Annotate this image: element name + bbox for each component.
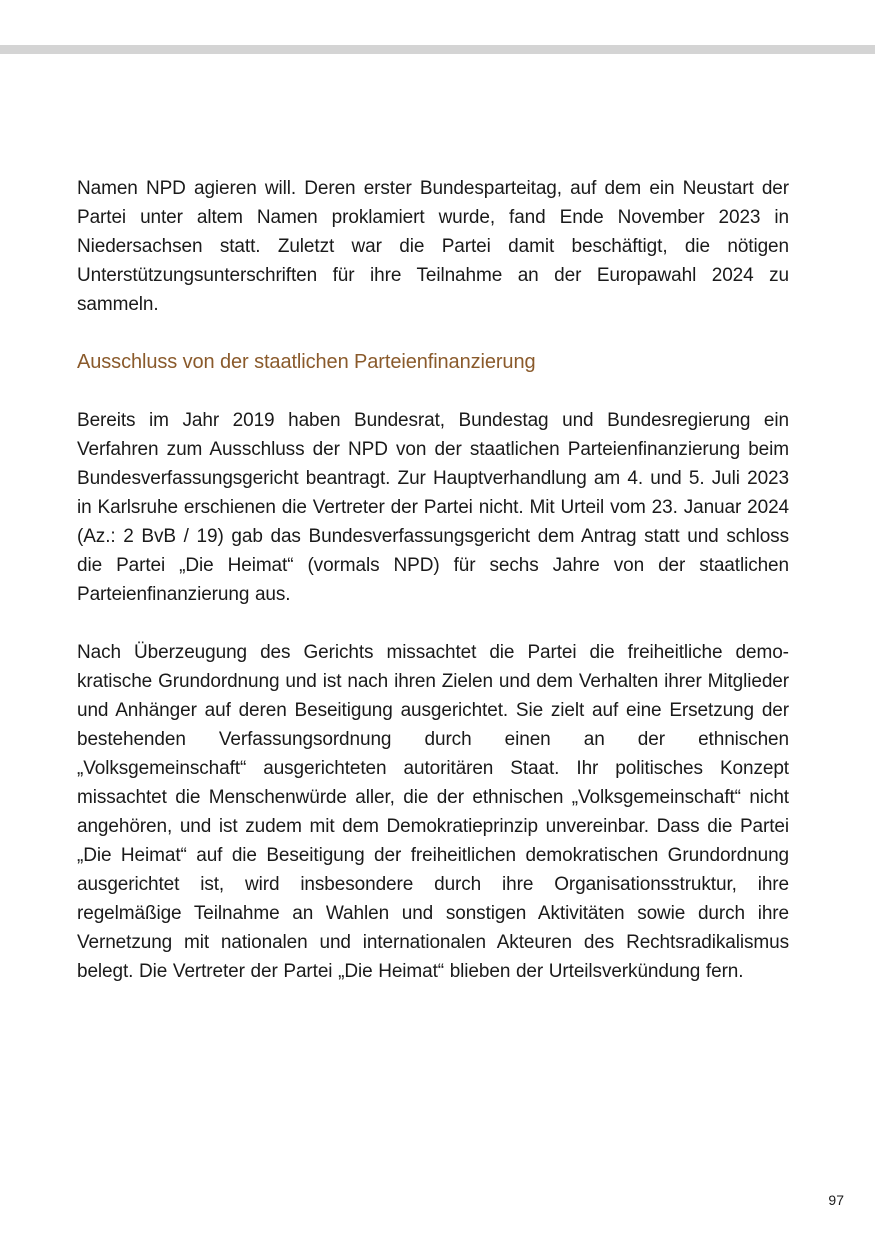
paragraph-gap <box>77 609 789 638</box>
paragraph-urteil: Nach Überzeugung des Gerichts missachtet die Partei die freiheitliche demokratische Grundordnung und ist nach ihren Zielen und dem Verhalten ihrer Mitglieder und Anhänger auf deren Beseitigung ausgerichtet. Sie zielt auf eine Ersetzung der bestehenden Verfassungsordnung durch einen an der ethnischen „Volksgemeinschaft“ ausgerichteten autoritären Staat. Ihr politisches Konzept missachtet die Menschenwürde aller, die der ethnischen „Volksgemeinschaft“ nicht angehören, und ist zudem mit dem Demokratieprinzip unvereinbar. Dass die Partei „Die Heimat“ auf die Beseitigung der freiheitlichen demokratischen Grundordnung ausgerichtet ist, wird insbesondere durch ihre Organisationsstruktur, ihre regelmäßige Teilnahme an Wahlen und sonstigen Aktivitäten sowie durch ihre Vernetzung mit nationalen und internationalen Akteuren des Rechtsradikalismus belegt. Die Vertreter der Partei „Die Heimat“ blieben der Urteilsverkündung fern. <box>77 642 789 982</box>
paragraph-intro: Namen NPD agieren will. Deren erster Bundesparteitag, auf dem ein Neustart der Partei unter altem Namen proklamiert wurde, fand Ende November 2023 in Niedersachsen statt. Zuletzt war die Partei damit beschäftigt, die nötigen Unterstützungsunterschriften für ihre Teilnahme an der Europawahl 2024 zu sammeln. <box>77 178 789 315</box>
page-content <box>77 174 789 986</box>
top-rule <box>0 45 875 54</box>
page-number: 97 <box>828 1192 844 1208</box>
paragraph-verfahren: Bereits im Jahr 2019 haben Bundesrat, Bundestag und Bundesregierung ein Verfahren zum Ausschluss der NPD von der staatlichen Parteienfinanzierung beim Bundesverfassungsgericht beantragt. Zur Hauptverhandlung am 4. und 5. Juli 2023 in Karlsruhe erschienen die Vertreter der Partei nicht. Mit Urteil vom 23. Januar 2024 (Az.: 2 BvB / 19) gab das Bundesverfassungsgericht dem Antrag statt und schloss die Partei „Die Heimat“ (vormals NPD) für sechs Jahre von der staatlichen Parteienfinanzierung aus. <box>77 410 789 605</box>
section-heading: Ausschluss von der staatlichen Parteienfinanzierung <box>77 351 536 373</box>
